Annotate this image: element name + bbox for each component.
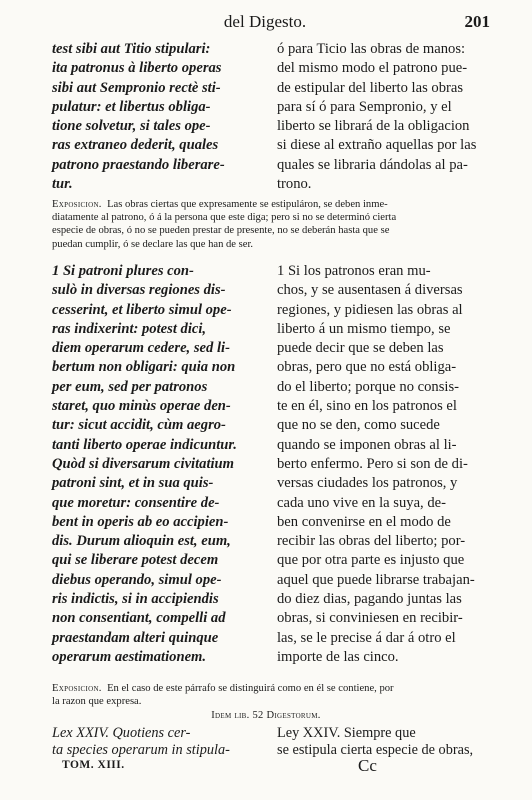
page-number: 201	[464, 12, 490, 31]
note-line: la razon que expresa.	[52, 696, 142, 708]
text-line: las, se le precise á dar á otro el	[277, 629, 456, 646]
text-line: obras, pero que no está obliga-	[277, 359, 457, 376]
text-line: sulò in diversas regiones dis-	[52, 282, 226, 299]
text-line: tur.	[52, 176, 73, 193]
text-line: chos, y se ausentasen á diversas	[277, 282, 463, 299]
text-line: 1 Si patroni plures con-	[52, 263, 194, 279]
text-line: operarum aestimationem.	[52, 648, 207, 665]
text-line: Quòd si diversarum civitatium	[52, 455, 235, 472]
exposicion-note-2	[52, 682, 488, 708]
running-title: del Digesto.	[223, 12, 307, 31]
text-line: liberto se librará de la obligacion	[277, 118, 470, 135]
text-line: praestandam alteri quinque	[52, 629, 219, 646]
text-line: de estipular del liberto las obras	[277, 79, 464, 96]
text-line: regiones, y pidiesen las obras al	[277, 301, 463, 318]
latin-column-top	[52, 40, 225, 194]
text-line: recibir las obras del liberto; por-	[277, 533, 466, 550]
note-line: especie de obras, ó no se pueden prestar de presente, no se deberán hasta que se	[52, 225, 390, 237]
signature-mark: Cc	[358, 756, 377, 775]
text-line: per eum, sed per patronos	[52, 378, 208, 395]
spanish-column-middle	[277, 262, 475, 667]
text-line: bertum non obligari: quia non	[52, 359, 236, 376]
text-line: staret, quo minùs operae den-	[52, 398, 231, 415]
latin-column-middle	[52, 262, 237, 667]
text-line: quando se imponen obras al li-	[277, 436, 457, 453]
text-line: ita patronus à liberto operas	[52, 60, 222, 77]
text-line: puede decir que se deben las	[277, 340, 444, 357]
text-line: tur: sicut accidit, cùm aegro-	[52, 417, 226, 434]
text-line: trono.	[277, 176, 312, 193]
text-line: del mismo modo el patrono pue-	[277, 60, 468, 77]
text-line: do diez dias, pagando juntas las	[277, 591, 462, 608]
text-line: sibi aut Sempronio rectè sti-	[52, 79, 221, 96]
spanish-column-top	[277, 40, 476, 194]
exposicion-label: Exposicion.	[52, 683, 102, 694]
page-header	[40, 12, 490, 36]
text-line: diem operarum cedere, sed li-	[52, 340, 230, 357]
text-line: ras extraneo dederit, quales	[52, 137, 219, 154]
source-reference: Idem lib. 52 Digestorum.	[211, 710, 321, 721]
text-line: aquel que puede librarse trabajan-	[277, 571, 475, 588]
text-line: para sí ó para Sempronio, y el	[277, 98, 452, 115]
text-line: pulatur: et libertus obliga-	[52, 98, 211, 115]
text-line: liberto á un mismo tiempo, se	[277, 320, 451, 337]
text-line: non consentiant, compelli ad	[52, 610, 226, 627]
text-line: ben convenirse en el modo de	[277, 513, 451, 530]
text-line: cada uno vive en la suya, de-	[277, 494, 446, 511]
text-line: ras indixerint: potest dici,	[52, 320, 207, 337]
text-line: importe de las cinco.	[277, 648, 399, 665]
text-line: dis. Durum alioquin est, eum,	[52, 533, 231, 550]
note-line: En el caso de este párrafo se distinguirá como en él se contiene, por	[107, 683, 394, 694]
latin-column-bottom	[52, 725, 230, 758]
text-line: 1 Si los patronos eran mu-	[277, 263, 431, 279]
text-line: bent in operis ab eo accipien-	[52, 513, 229, 530]
text-line: patrono praestando liberare-	[52, 156, 225, 173]
text-line: cesserint, et liberto simul ope-	[52, 301, 232, 318]
text-line: Ley XXIV. Siempre que	[277, 725, 416, 741]
text-line: que por otra parte es injusto que	[277, 552, 465, 569]
text-line: tione solvetur, si tales ope-	[52, 118, 211, 135]
text-line: que moretur: consentire de-	[52, 494, 220, 511]
text-line: te en él, sino en los patronos el	[277, 398, 457, 415]
note-line: Las obras ciertas que expresamente se estipuláron, se deben inme-	[107, 199, 388, 210]
text-line: qui se liberare potest decem	[52, 552, 219, 569]
volume-mark: TOM. XIII.	[62, 759, 125, 771]
text-line: ta species operarum in stipula-	[52, 741, 230, 758]
exposicion-note-1	[52, 198, 488, 251]
exposicion-label: Exposicion.	[52, 199, 102, 210]
text-line: obras, si conviniesen en recibir-	[277, 610, 463, 627]
text-line: tanti liberto operae indicuntur.	[52, 436, 237, 453]
text-line: do el liberto; porque no consis-	[277, 378, 459, 395]
text-line: diebus operando, simul ope-	[52, 571, 222, 588]
text-line: test sibi aut Titio stipulari:	[52, 41, 211, 57]
text-line: que no se den, como sucede	[277, 417, 440, 434]
text-line: berto enfermo. Pero si son de di-	[277, 455, 468, 472]
note-line: diatamente al patrono, ó á la persona que este diga; pero si no se determinó cierta	[52, 212, 397, 224]
text-line: ó para Ticio las obras de manos:	[277, 41, 466, 57]
text-line: versas ciudades los patronos, y	[277, 475, 458, 492]
text-line: ris indictis, si in accipiendis	[52, 591, 219, 608]
note-line: puedan cumplir, ó se declare las que han de ser.	[52, 238, 254, 250]
text-line: quales se libraria dándolas al pa-	[277, 156, 468, 173]
text-line: se estipula cierta especie de obras,	[277, 741, 474, 758]
text-line: si diese al extraño aquellas por las	[277, 137, 477, 154]
text-line: Lex XXIV. Quotiens cer-	[52, 725, 191, 741]
text-line: patroni sint, et in sua quis-	[52, 475, 214, 492]
spanish-column-bottom	[277, 725, 473, 758]
